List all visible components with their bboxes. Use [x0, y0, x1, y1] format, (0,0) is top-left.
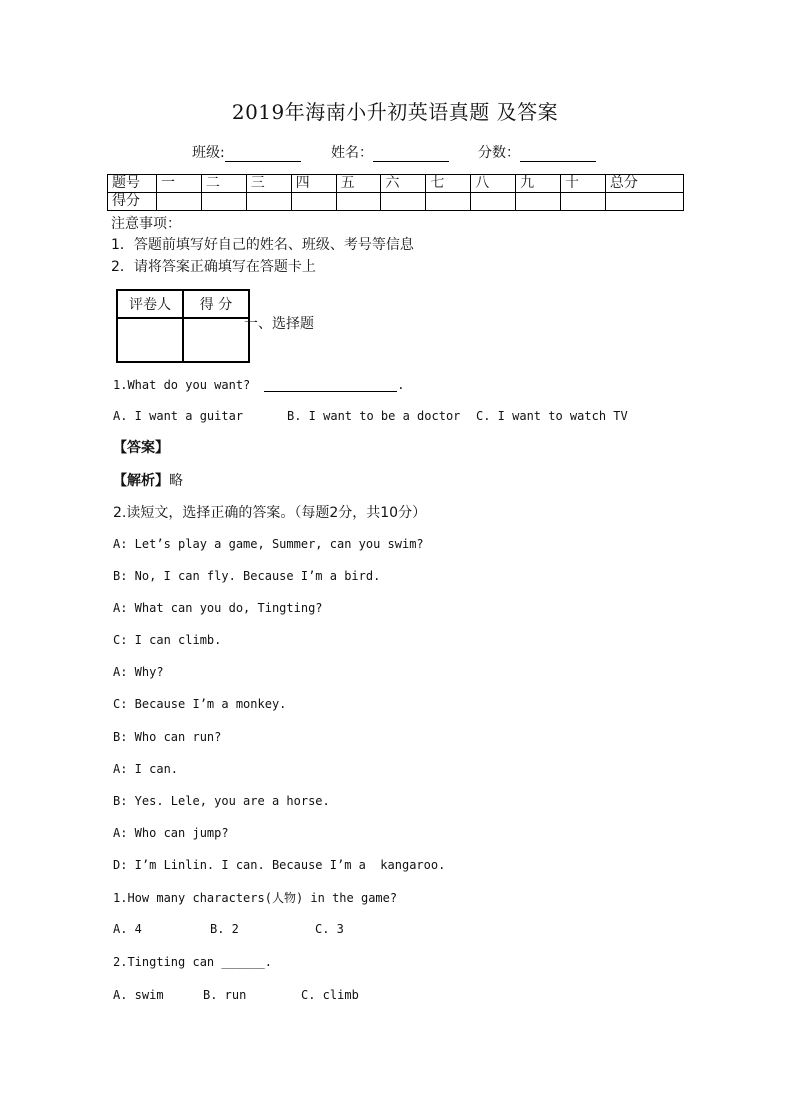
score-table-empty-cell — [426, 193, 471, 211]
class-field — [192, 142, 301, 162]
score-table-score-row — [108, 193, 684, 211]
dialogue-line: C: I can climb. — [113, 633, 222, 647]
class-label: 班级: — [192, 145, 225, 161]
dialogue-line: B: Yes. Lele, you are a horse. — [113, 794, 330, 808]
score-table-cell: 题号 — [108, 175, 157, 193]
score-table-cell: 总分 — [605, 175, 683, 193]
score-blank — [520, 147, 596, 162]
reading-instruction: 2.读短文，选择正确的答案。（每题2分，共10分） — [113, 505, 427, 521]
grader-empty-cell — [183, 318, 249, 362]
score-table — [107, 174, 684, 211]
grader-header: 得 分 — [183, 290, 249, 318]
option-c: C. 3 — [315, 922, 344, 936]
score-table-cell: 八 — [471, 175, 516, 193]
option-a: A. I want a guitar — [113, 409, 244, 423]
page-title: 2019年海南小升初英语真题 及答案 — [231, 100, 559, 124]
class-blank — [225, 147, 301, 162]
dialogue-line: B: Who can run? — [113, 730, 222, 744]
question-stem — [113, 377, 405, 392]
score-table-header-row — [108, 175, 684, 193]
score-table-cell: 五 — [336, 175, 381, 193]
score-field — [478, 142, 596, 162]
name-field — [331, 142, 449, 162]
score-table-empty-cell — [516, 193, 561, 211]
name-label: 姓名： — [331, 145, 373, 161]
option-c: C. climb — [301, 988, 359, 1002]
dialogue-line: B: No, I can fly. Because I’m a bird. — [113, 569, 381, 583]
score-table-empty-cell — [381, 193, 426, 211]
score-table-cell: 得分 — [108, 193, 157, 211]
section-title: 一、选择题 — [244, 316, 314, 332]
score-table-cell: 二 — [201, 175, 246, 193]
score-table-empty-cell — [336, 193, 381, 211]
score-table-empty-cell — [201, 193, 246, 211]
answer-blank — [264, 377, 397, 392]
score-table-empty-cell — [561, 193, 606, 211]
score-table-empty-cell — [246, 193, 291, 211]
dialogue-line: A: Let’s play a game, Summer, can you swim? — [113, 537, 424, 551]
subquestion-stem: 1.How many characters(人物) in the game? — [113, 891, 398, 905]
score-table-cell: 三 — [246, 175, 291, 193]
notes-heading: 注意事项： — [111, 216, 181, 232]
dialogue-line: A: What can you do, Tingting? — [113, 601, 323, 615]
answer-label: 【答案】 — [113, 440, 169, 456]
score-label: 分数： — [478, 145, 520, 161]
subquestion-stem: 2.Tingting can ______. — [113, 955, 272, 969]
score-table-cell: 九 — [516, 175, 561, 193]
question-stem-end: . — [397, 378, 405, 392]
score-table-cell: 六 — [381, 175, 426, 193]
option-b: B. I want to be a doctor — [287, 409, 461, 423]
name-blank — [373, 147, 449, 162]
grader-table — [116, 289, 250, 363]
score-table-cell: 一 — [157, 175, 202, 193]
option-b: B. 2 — [210, 922, 239, 936]
dialogue-line: A: Why? — [113, 665, 164, 679]
option-a: A. 4 — [113, 922, 142, 936]
grader-header: 评卷人 — [117, 290, 183, 318]
analysis — [113, 470, 183, 490]
score-table-empty-cell — [605, 193, 683, 211]
analysis-text: 略 — [169, 473, 183, 489]
dialogue-line: A: Who can jump? — [113, 826, 229, 840]
score-table-empty-cell — [157, 193, 202, 211]
option-b: B. run — [203, 988, 247, 1002]
score-table-cell: 十 — [561, 175, 606, 193]
score-table-cell: 四 — [291, 175, 336, 193]
score-table-cell: 七 — [426, 175, 471, 193]
grader-empty-cell — [117, 318, 183, 362]
notes-item: 1．答题前填写好自己的姓名、班级、考号等信息 — [111, 237, 414, 253]
option-c: C. I want to watch TV — [476, 409, 628, 423]
notes-item: 2．请将答案正确填写在答题卡上 — [111, 259, 316, 275]
question-stem-text: 1.What do you want? — [113, 378, 251, 392]
option-a: A. swim — [113, 988, 164, 1002]
dialogue-line: D: I’m Linlin. I can. Because I’m a kangaroo. — [113, 858, 446, 872]
score-table-empty-cell — [291, 193, 336, 211]
dialogue-line: C: Because I’m a monkey. — [113, 697, 287, 711]
dialogue-line: A: I can. — [113, 762, 179, 776]
analysis-label: 【解析】 — [113, 473, 169, 489]
score-table-empty-cell — [471, 193, 516, 211]
